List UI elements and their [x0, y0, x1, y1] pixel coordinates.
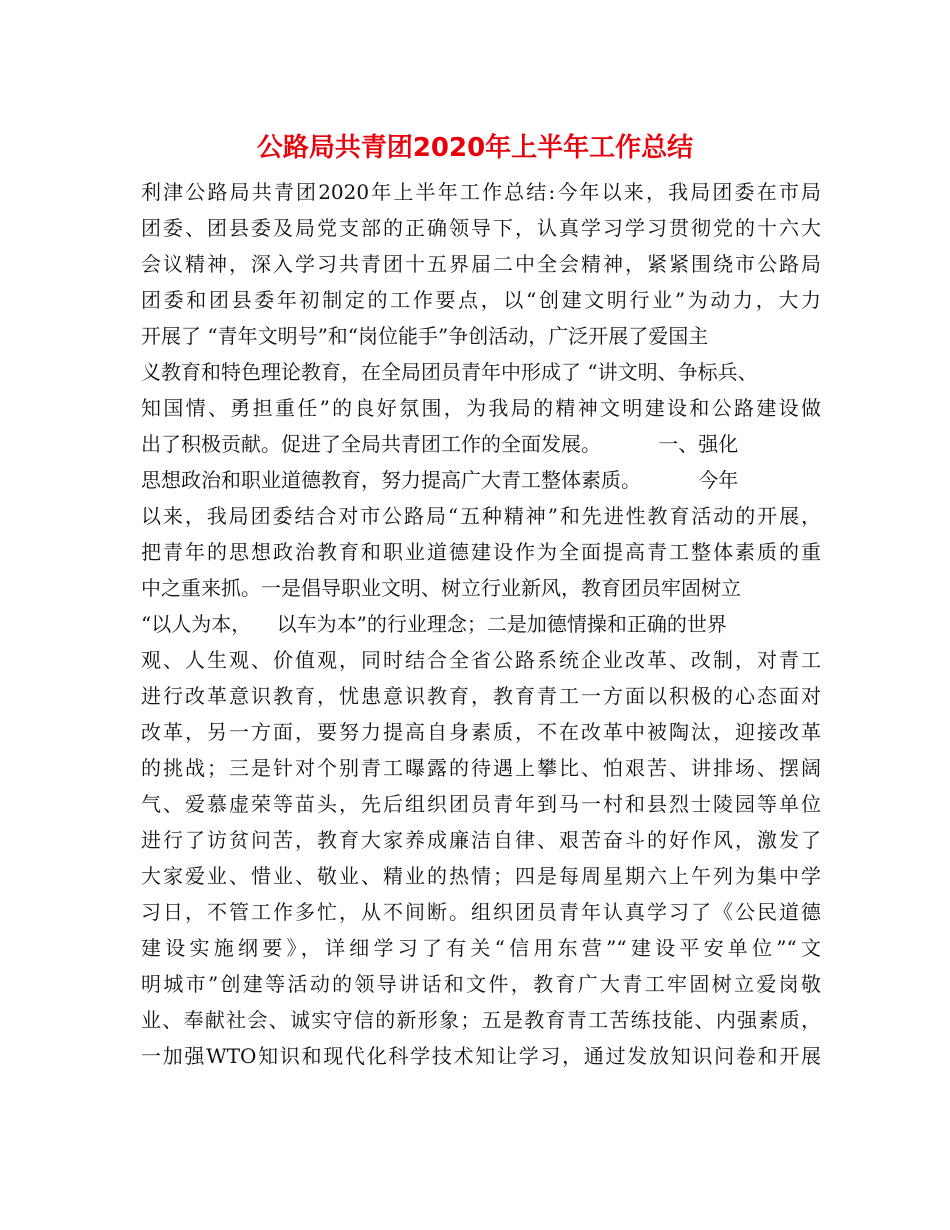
body-line: 知国情、勇担重任”的良好氛围，为我局的精神文明建设和公路建设做 [141, 396, 821, 420]
body-line: 中之重来抓。一是倡导职业文明、树立行业新风，教育团员牢固树立 [141, 576, 741, 600]
body-line: 一加强WTO知识和现代化科学技术知让学习，通过发放知识问卷和开展 [141, 1044, 821, 1068]
document-body [141, 174, 821, 1074]
body-line: 气、爱慕虚荣等苗头，先后组织团员青年到马一村和县烈士陵园等单位 [141, 792, 821, 816]
body-line: 进行改革意识教育，忧患意识教育，教育青工一方面以积极的心态面对 [141, 684, 821, 708]
body-line: 团委和团县委年初制定的工作要点，以“创建文明行业”为动力，大力 [141, 288, 821, 312]
body-line: 团委、团县委及局党支部的正确领导下，认真学习学习贯彻党的十六大 [141, 216, 821, 240]
body-line: 开展了 “青年文明号”和“岗位能手”争创活动，广泛开展了爱国主 [141, 324, 709, 348]
body-line: 以来，我局团委结合对市公路局“五种精神”和先进性教育活动的开展， [141, 504, 821, 528]
body-line: 明城市”创建等活动的领导讲话和文件，教育广大青工牢固树立爱岗敬 [141, 972, 821, 996]
body-line: 思想政治和职业道德教育，努力提高广大青工整体素质。 今年 [141, 468, 739, 492]
body-line: 进行了访贫问苦，教育大家养成廉洁自律、艰苦奋斗的好作风，激发了 [141, 828, 821, 852]
document-title: 公路局共青团2020年上半年工作总结 [256, 133, 694, 163]
body-line: 改革，另一方面，要努力提高自身素质，不在改革中被陶汰，迎接改革 [141, 720, 821, 744]
body-line: 把青年的思想政治教育和职业道德建设作为全面提高青工整体素质的重 [141, 540, 821, 564]
body-line: 出了积极贡献。促进了全局共青团工作的全面发展。 一、强化 [141, 432, 739, 456]
body-line: “以人为本， 以车为本”的行业理念；二是加德情操和正确的世界 [141, 612, 727, 636]
body-line: 的挑战；三是针对个别青工曝露的待遇上攀比、怕艰苦、讲排场、摆阔 [141, 756, 821, 780]
body-line: 大家爱业、惜业、敬业、精业的热情；四是每周星期六上午列为集中学 [141, 864, 821, 888]
body-line: 利津公路局共青团2020年上半年工作总结:今年以来，我局团委在市局 [141, 180, 821, 204]
body-line: 业、奉献社会、诚实守信的新形象；五是教育青工苦练技能、内强素质， [141, 1008, 821, 1032]
body-line: 建设实施纲要》，详细学习了有关“信用东营”“建设平安单位”“文 [141, 936, 821, 960]
body-line: 习日，不管工作多忙，从不间断。组织团员青年认真学习了《公民道德 [141, 900, 821, 924]
body-line: 观、人生观、价值观，同时结合全省公路系统企业改革、改制，对青工 [141, 648, 821, 672]
body-line: 义教育和特色理论教育，在全局团员青年中形成了 “讲文明、争标兵、 [141, 360, 758, 384]
body-line: 会议精神，深入学习共青团十五界届二中全会精神，紧紧围绕市公路局 [141, 252, 821, 276]
